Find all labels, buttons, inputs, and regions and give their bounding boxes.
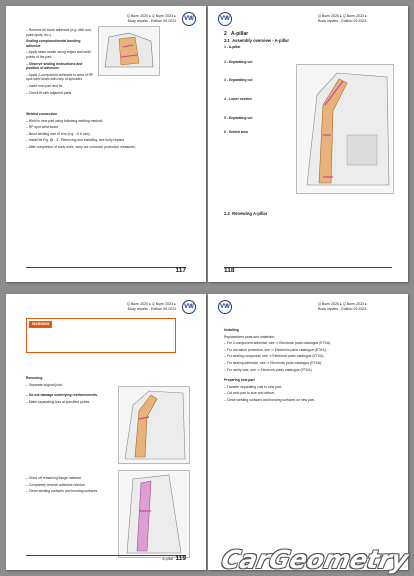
page-118-subsection <box>224 212 394 219</box>
subsection-title: Renewing A-pillar <box>232 211 268 216</box>
subsection-title: Assembly overview - A-pillar <box>232 37 290 43</box>
page-number: 119 <box>175 555 186 562</box>
text-line: – Transfer separating cuts to new part. <box>224 385 394 390</box>
manual-page-120 <box>208 294 408 570</box>
figure-lower-pillar <box>118 470 190 558</box>
text-line: – Clean welding surfaces and bonding surfaces. <box>26 489 112 494</box>
text-line: – Apply seam sealer along edges and weld points of the part. <box>26 50 94 59</box>
section-heading: Sealing compound/metal bonding adhesive <box>26 39 81 48</box>
manual-page-117 <box>6 6 206 282</box>
text-line: – Remove all loose adhesive (e.g. with rust, paint spots, etc.). <box>26 28 94 37</box>
text-line: – Make separating cuts at specified points. <box>26 400 112 405</box>
page-119-text-lower <box>26 476 112 496</box>
text-line: Replacement parts and materials: <box>224 334 275 339</box>
section-title: A-pillar <box>230 31 249 37</box>
text-line: – For sealing compound, see ⇒ Electronic parts catalogue (ETKA). <box>224 354 394 359</box>
text-line: – Completely remove adhesive residue. <box>26 483 112 488</box>
legend-item: 3 - Separating cut <box>224 78 253 83</box>
text-line: – Do not damage underlying reinforcements. <box>26 393 112 398</box>
text-line: – For sealing adhesive, see ⇒ Electronic parts catalogue (ETKA). <box>224 361 394 366</box>
subsection-number: 2.2 <box>224 211 230 216</box>
page-number: 118 <box>224 267 235 274</box>
page-number: 117 <box>175 267 186 274</box>
text-line: – Apply 2-component adhesive to area of RP spot weld seam with help of spreader. <box>26 73 94 82</box>
legend-item: 6 - Sealed area <box>224 130 248 135</box>
text-line: – For corrosion protection, see ⇒ Electronic parts catalogue (ETKA). <box>224 348 394 353</box>
header-edition: Body repairs - Edition 09.2023 <box>127 18 176 23</box>
figure-rear-pillar <box>98 26 160 76</box>
header-model: Q Buen 2020 ▸ Q Buen 2023 ▸ <box>127 14 176 18</box>
text-line: – Weld in new part using following welding method: <box>26 119 176 124</box>
warning-box <box>26 318 176 353</box>
section-heading: Preparing new part <box>224 378 255 383</box>
page-117-text <box>26 28 94 97</box>
page-header <box>127 302 176 311</box>
page-117-text-lower <box>26 112 176 152</box>
footer-rule <box>26 267 186 268</box>
page-120-text <box>224 328 394 405</box>
vw-logo-icon: VW <box>182 300 196 314</box>
page-footer <box>162 555 186 562</box>
warning-label: WARNING <box>29 321 52 328</box>
vw-logo-icon: VW <box>182 12 196 26</box>
legend-item: 4 - Lower section <box>224 96 252 101</box>
page-header <box>127 14 176 23</box>
page-header <box>318 14 367 23</box>
section-heading: Welded connection <box>26 112 58 116</box>
text-line: – After completion of body work, carry out corrosion protection measures. <box>26 145 176 150</box>
text-line: – RP spot weld seam <box>26 125 176 130</box>
header-edition: Body repairs - Edition 09.2023 <box>318 306 367 311</box>
text-line: – Install tie Fig. @ - 3 - Removing and installing, see body repairs <box>26 138 176 143</box>
page-footer <box>224 267 235 274</box>
manual-page-119 <box>6 294 206 570</box>
footer-section: A-pillar <box>162 557 174 561</box>
text-line: – Grind off remaining flange material. <box>26 476 112 481</box>
legend-item: 1 - A-pillar <box>224 45 241 50</box>
section-heading: Removing <box>26 376 43 380</box>
section-number: 2 <box>224 31 227 37</box>
text-line: – Check fit with adjacent parts. <box>26 91 94 96</box>
text-line: – Cut new part to size and deburr. <box>224 391 394 396</box>
figure-a-pillar <box>296 64 394 194</box>
text-line: – For 2-component adhesive, see ⇒ Electronic parts catalogue (ETKA). <box>224 341 394 346</box>
text-line: – For cavity wax, see ⇒ Electronic parts catalogue (ETKA). <box>224 368 394 373</box>
header-edition: Body repairs - Edition 09.2023 <box>318 18 367 23</box>
text-line: – Insert new part and fix. <box>26 84 94 89</box>
subsection-number: 2.1 <box>224 37 230 43</box>
header-model: Q Buen 2020 ▸ Q Buen 2023 ▸ <box>127 302 176 306</box>
manual-page-118 <box>208 6 408 282</box>
footer-rule <box>224 267 392 268</box>
header-model: Q Buen 2020 ▸ Q Buen 2023 ▸ <box>318 14 367 18</box>
legend-item: 5 - Separating cut <box>224 115 253 120</box>
text-line: – Bend welding wire Ø mm (e.g. ~0.8 mm). <box>26 132 176 137</box>
watermark-logo: CarGeometry <box>219 545 412 574</box>
page-header <box>318 302 367 311</box>
text-line: – Separate original joint. <box>26 383 112 388</box>
figure-pillar-cut <box>118 386 190 464</box>
header-model: Q Buen 2020 ▸ Q Buen 2023 ▸ <box>318 302 367 306</box>
vw-logo-icon: VW <box>218 12 232 26</box>
legend-item: 2 - Separating cut <box>224 59 253 64</box>
section-heading: Installing <box>224 328 239 332</box>
header-edition: Body repairs - Edition 09.2023 <box>127 306 176 311</box>
vw-logo-icon: VW <box>218 300 232 314</box>
text-line: – Clean welding surfaces and bonding surfaces on new part. <box>224 398 394 403</box>
text-line: – Observe sealing instructions and position of adhesive. <box>26 62 94 71</box>
page-119-text <box>26 376 112 406</box>
page-footer <box>176 267 187 274</box>
